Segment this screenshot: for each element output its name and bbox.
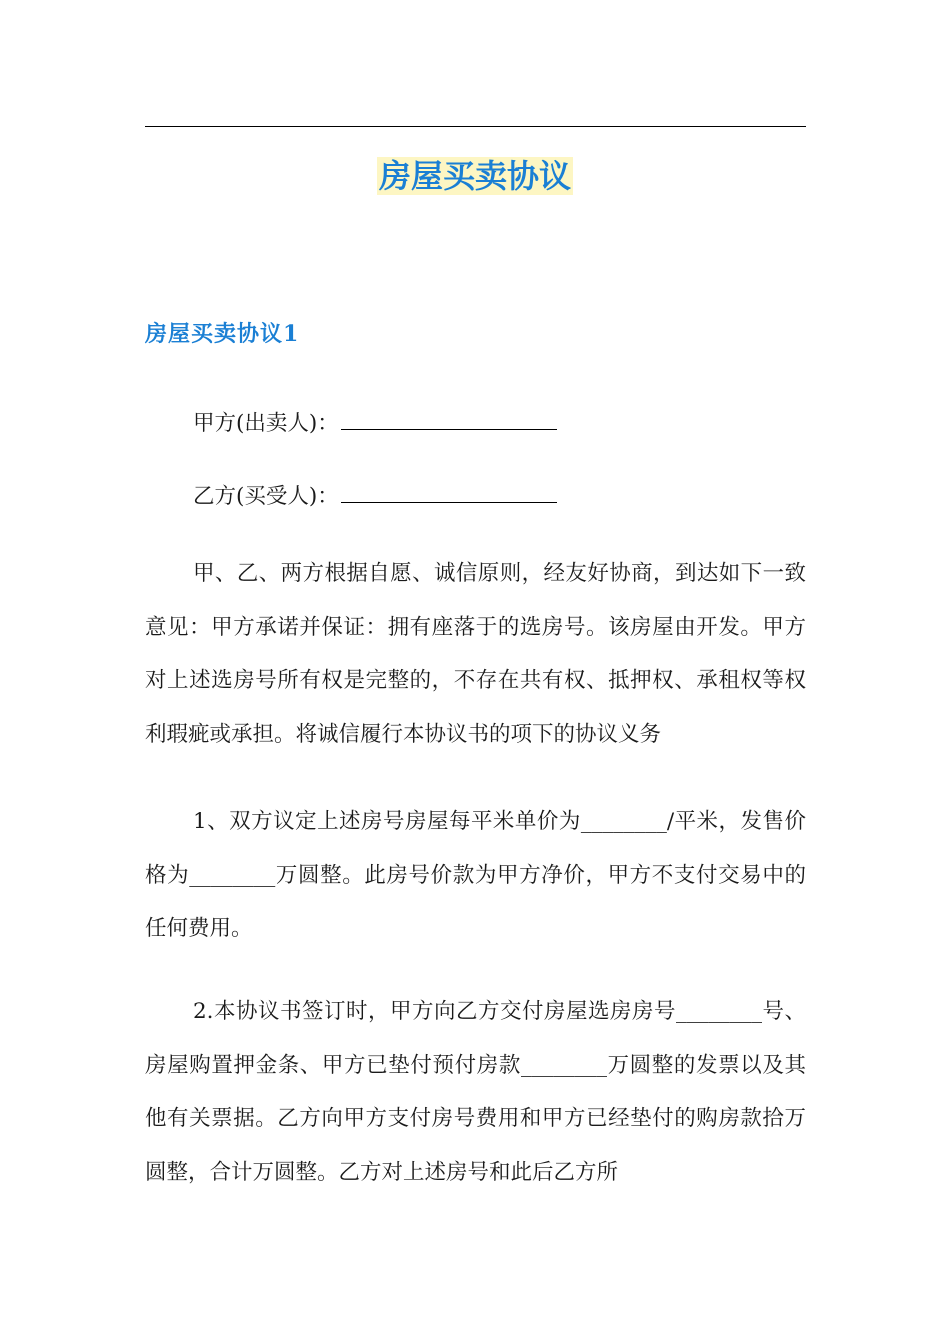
header-rule — [145, 126, 806, 127]
party-b-blank — [341, 480, 557, 503]
party-b-line — [193, 480, 557, 514]
party-b-label: 乙方(买受人)： — [193, 484, 339, 509]
section-heading: 房屋买卖协议1 — [145, 321, 300, 347]
document-title-text: 房屋买卖协议 — [378, 157, 571, 195]
party-a-blank — [341, 407, 557, 430]
document-title — [0, 150, 950, 202]
paragraph-intro: 甲、乙、两方根据自愿、诚信原则，经友好协商，到达如下一致意见：甲方承诺并保证：拥有座落于的选房号。该房屋由开发。甲方对上述选房号所有权是完整的，不存在共有权、抵押权、承租权等权利瑕疵或承担。将诚信履行本协议书的项下的协议义务 — [145, 561, 806, 747]
party-a-label: 甲方(出卖人)： — [193, 411, 339, 436]
paragraph-2: 2.本协议书签订时，甲方向乙方交付房屋选房房号________号、房屋购置押金条、甲方已垫付预付房款________万圆整的发票以及其他有关票据。乙方向甲方支付房号费用和甲方已经垫付的购房款拾万圆整，合计万圆整。乙方对上述房号和此后乙方所 — [145, 999, 806, 1185]
paragraph-1: 1、双方议定上述房号房屋每平米单价为________/平米，发售价格为________万圆整。此房号价款为甲方净价，甲方不支付交易中的任何费用。 — [145, 809, 806, 941]
party-a-line — [193, 407, 557, 441]
